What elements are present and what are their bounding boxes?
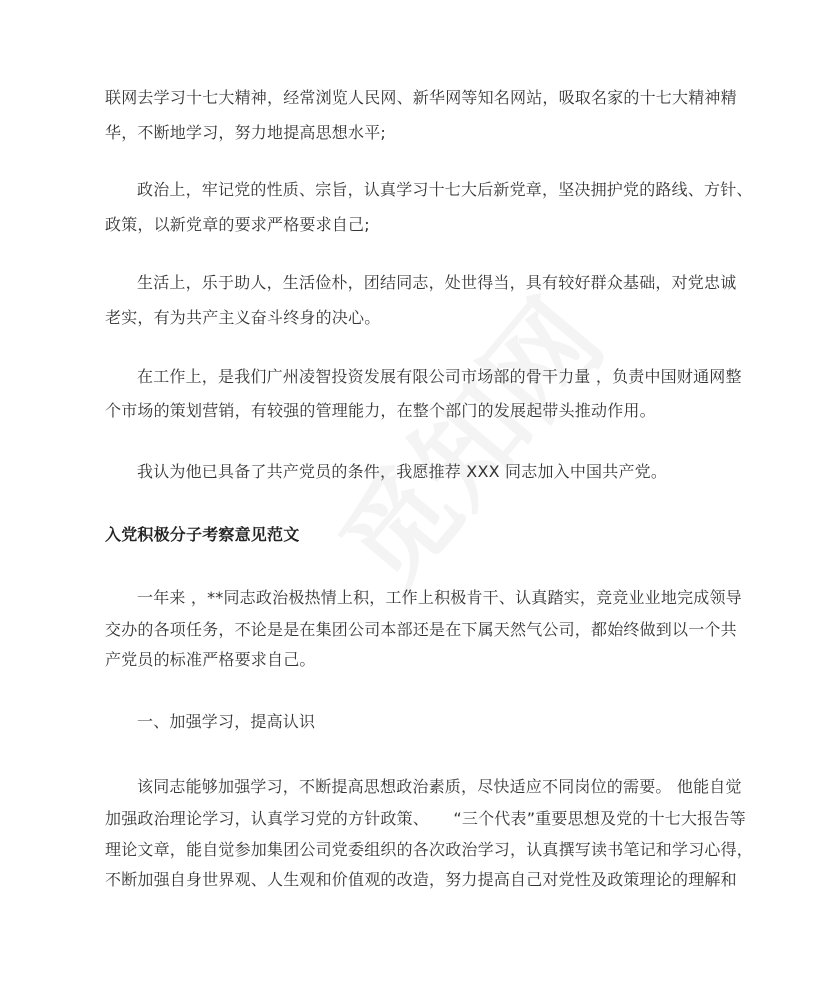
subheading: 一、加强学习，提高认识 xyxy=(137,712,316,731)
text-line: 加强政治理论学习，认真学习党的方针政策、 “三个代表”重要思想及党的十七大报告等 xyxy=(105,809,746,828)
text-line: 该同志能够加强学习，不断提高思想政治素质，尽快适应不同岗位的需要。 他能自觉 xyxy=(137,777,742,796)
text-line: 在工作上，是我们广州凌智投资发展有限公司市场部的骨干力量 ，负责中国财通网整 xyxy=(137,367,742,386)
text-line: 我认为他已具备了共产党员的条件，我愿推荐 XXX 同志加入中国共产党。 xyxy=(137,462,668,481)
text-line: 老实，有为共产主义奋斗终身的决心。 xyxy=(105,308,381,327)
text-line: 理论文章，能自觉参加集团公司党委组织的各次政治学习，认真撰写读书笔记和学习心得， xyxy=(105,840,754,859)
text-line: 华，不断地学习，努力地提高思想水平; xyxy=(105,123,386,142)
text-line: 生活上，乐于助人，生活俭朴，团结同志，处世得当，具有较好群众基础，对党忠诚 xyxy=(137,273,737,292)
text-line: 政治上，牢记党的性质、宗旨，认真学习十七大后新党章，坚决拥护党的路线、方针、 xyxy=(137,180,753,199)
text-line: 不断加强自身世界观、人生观和价值观的改造，努力提高自己对党性及政策理论的理解和 xyxy=(105,870,737,889)
text-line: 个市场的策划营销，有较强的管理能力，在整个部门的发展起带头推动作用。 xyxy=(105,401,656,420)
text-line: 政策，以新党章的要求严格要求自己; xyxy=(105,215,370,234)
text-line: 联网去学习十七大精神，经常浏览人民网、新华网等知名网站，吸取名家的十七大精神精 xyxy=(105,88,737,107)
section-heading: 入党积极分子考察意见范文 xyxy=(105,525,300,544)
text-line: 一年来 ，**同志政治极热情上积，工作上积极肯干、认真踏实，竞竞业业地完成领导 xyxy=(137,588,742,607)
text-line: 产党员的标准严格要求自己。 xyxy=(105,650,316,669)
text-line: 交办的各项任务，不论是是在集团公司本部还是在下属天然气公司，都始终做到以一个共 xyxy=(105,620,737,639)
